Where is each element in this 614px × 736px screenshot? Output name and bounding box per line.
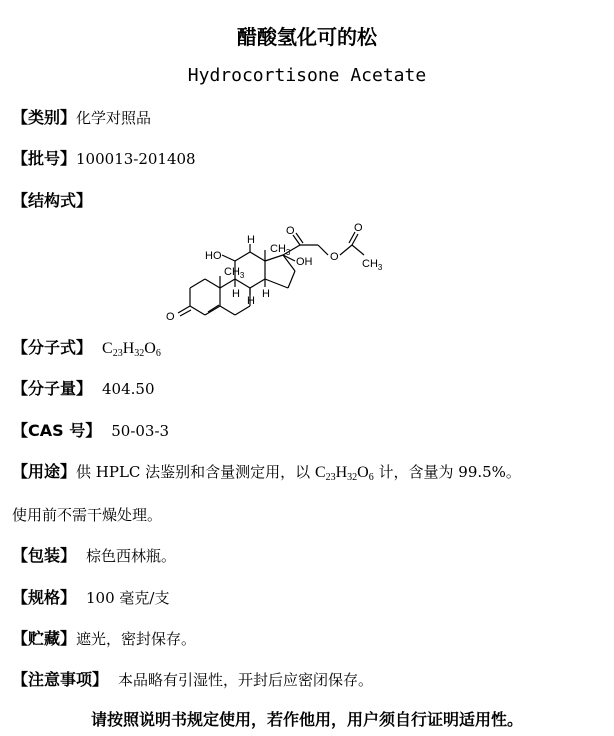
atom-ho: HO: [205, 250, 222, 262]
storage-label: 【贮藏】: [12, 629, 77, 648]
weight-label: 【分子量】: [12, 379, 93, 398]
title-chinese: 醋酸氢化可的松: [237, 25, 377, 49]
spec-value: 100 毫克/支: [86, 589, 170, 607]
atom-ch3-19: $CH_3$: [224, 266, 245, 280]
cas-label: 【CAS 号】: [12, 421, 102, 440]
packaging-row: [12, 544, 176, 568]
category-value: 化学对照品: [76, 109, 152, 127]
notes-value: 本品略有引湿性，开封后应密闭保存。: [118, 671, 374, 689]
atom-oh: OH: [296, 256, 313, 268]
atom-o-acetyl: O: [354, 222, 363, 234]
atom-h-8: H: [247, 295, 255, 307]
spec-row: [12, 586, 169, 610]
usage-text-after: 计，含量为 99.5%。: [373, 463, 521, 481]
formula-row: [12, 336, 161, 360]
batch-value: 100013-201408: [76, 150, 196, 168]
usage-line2: 使用前不需干燥处理。: [12, 506, 163, 524]
atom-o-ketone: O: [166, 311, 175, 323]
usage-line2-row: [12, 503, 162, 527]
packaging-label: 【包装】: [12, 546, 77, 565]
usage-text-before: 供 HPLC 法鉴别和含量测定用，以: [76, 463, 315, 481]
structure-row: [12, 189, 92, 213]
formula-value: $C_{23}H_{32}O_6$: [102, 340, 161, 359]
weight-value: 404.50: [102, 380, 155, 398]
batch-row: [12, 147, 196, 171]
footer-disclaimer: 请按照说明书规定使用，若作他用，用户须自行证明适用性。: [90, 710, 523, 729]
atom-o-ester: O: [330, 251, 339, 263]
cas-value: 50-03-3: [111, 422, 170, 440]
storage-row: [12, 627, 196, 651]
title-english: Hydrocortisone Acetate: [187, 65, 427, 86]
batch-label: 【批号】: [12, 149, 77, 168]
atom-h-14: H: [262, 288, 270, 300]
formula-label: 【分子式】: [12, 338, 93, 357]
atom-ch3-18: $CH_3$: [270, 243, 291, 257]
structure-label: 【结构式】: [12, 191, 93, 210]
category-row: [12, 106, 151, 130]
usage-label: 【用途】: [12, 462, 77, 481]
atom-h-9: H: [232, 288, 240, 300]
usage-formula: $C_{23}H_{32}O_6$: [314, 464, 374, 483]
category-label: 【类别】: [12, 108, 77, 127]
notes-row: [12, 668, 373, 692]
atom-h-11: H: [247, 234, 255, 246]
structural-formula: [150, 215, 410, 330]
weight-row: [12, 377, 155, 401]
storage-value: 遮光，密封保存。: [76, 630, 197, 648]
notes-label: 【注意事项】: [12, 670, 109, 689]
spec-label: 【规格】: [12, 588, 77, 607]
atom-ch3-acetyl: $CH_3$: [362, 258, 383, 272]
atom-o-side: O: [286, 225, 295, 237]
cas-row: [12, 419, 169, 443]
packaging-value: 棕色西林瓶。: [86, 547, 177, 565]
usage-row: [12, 460, 521, 484]
